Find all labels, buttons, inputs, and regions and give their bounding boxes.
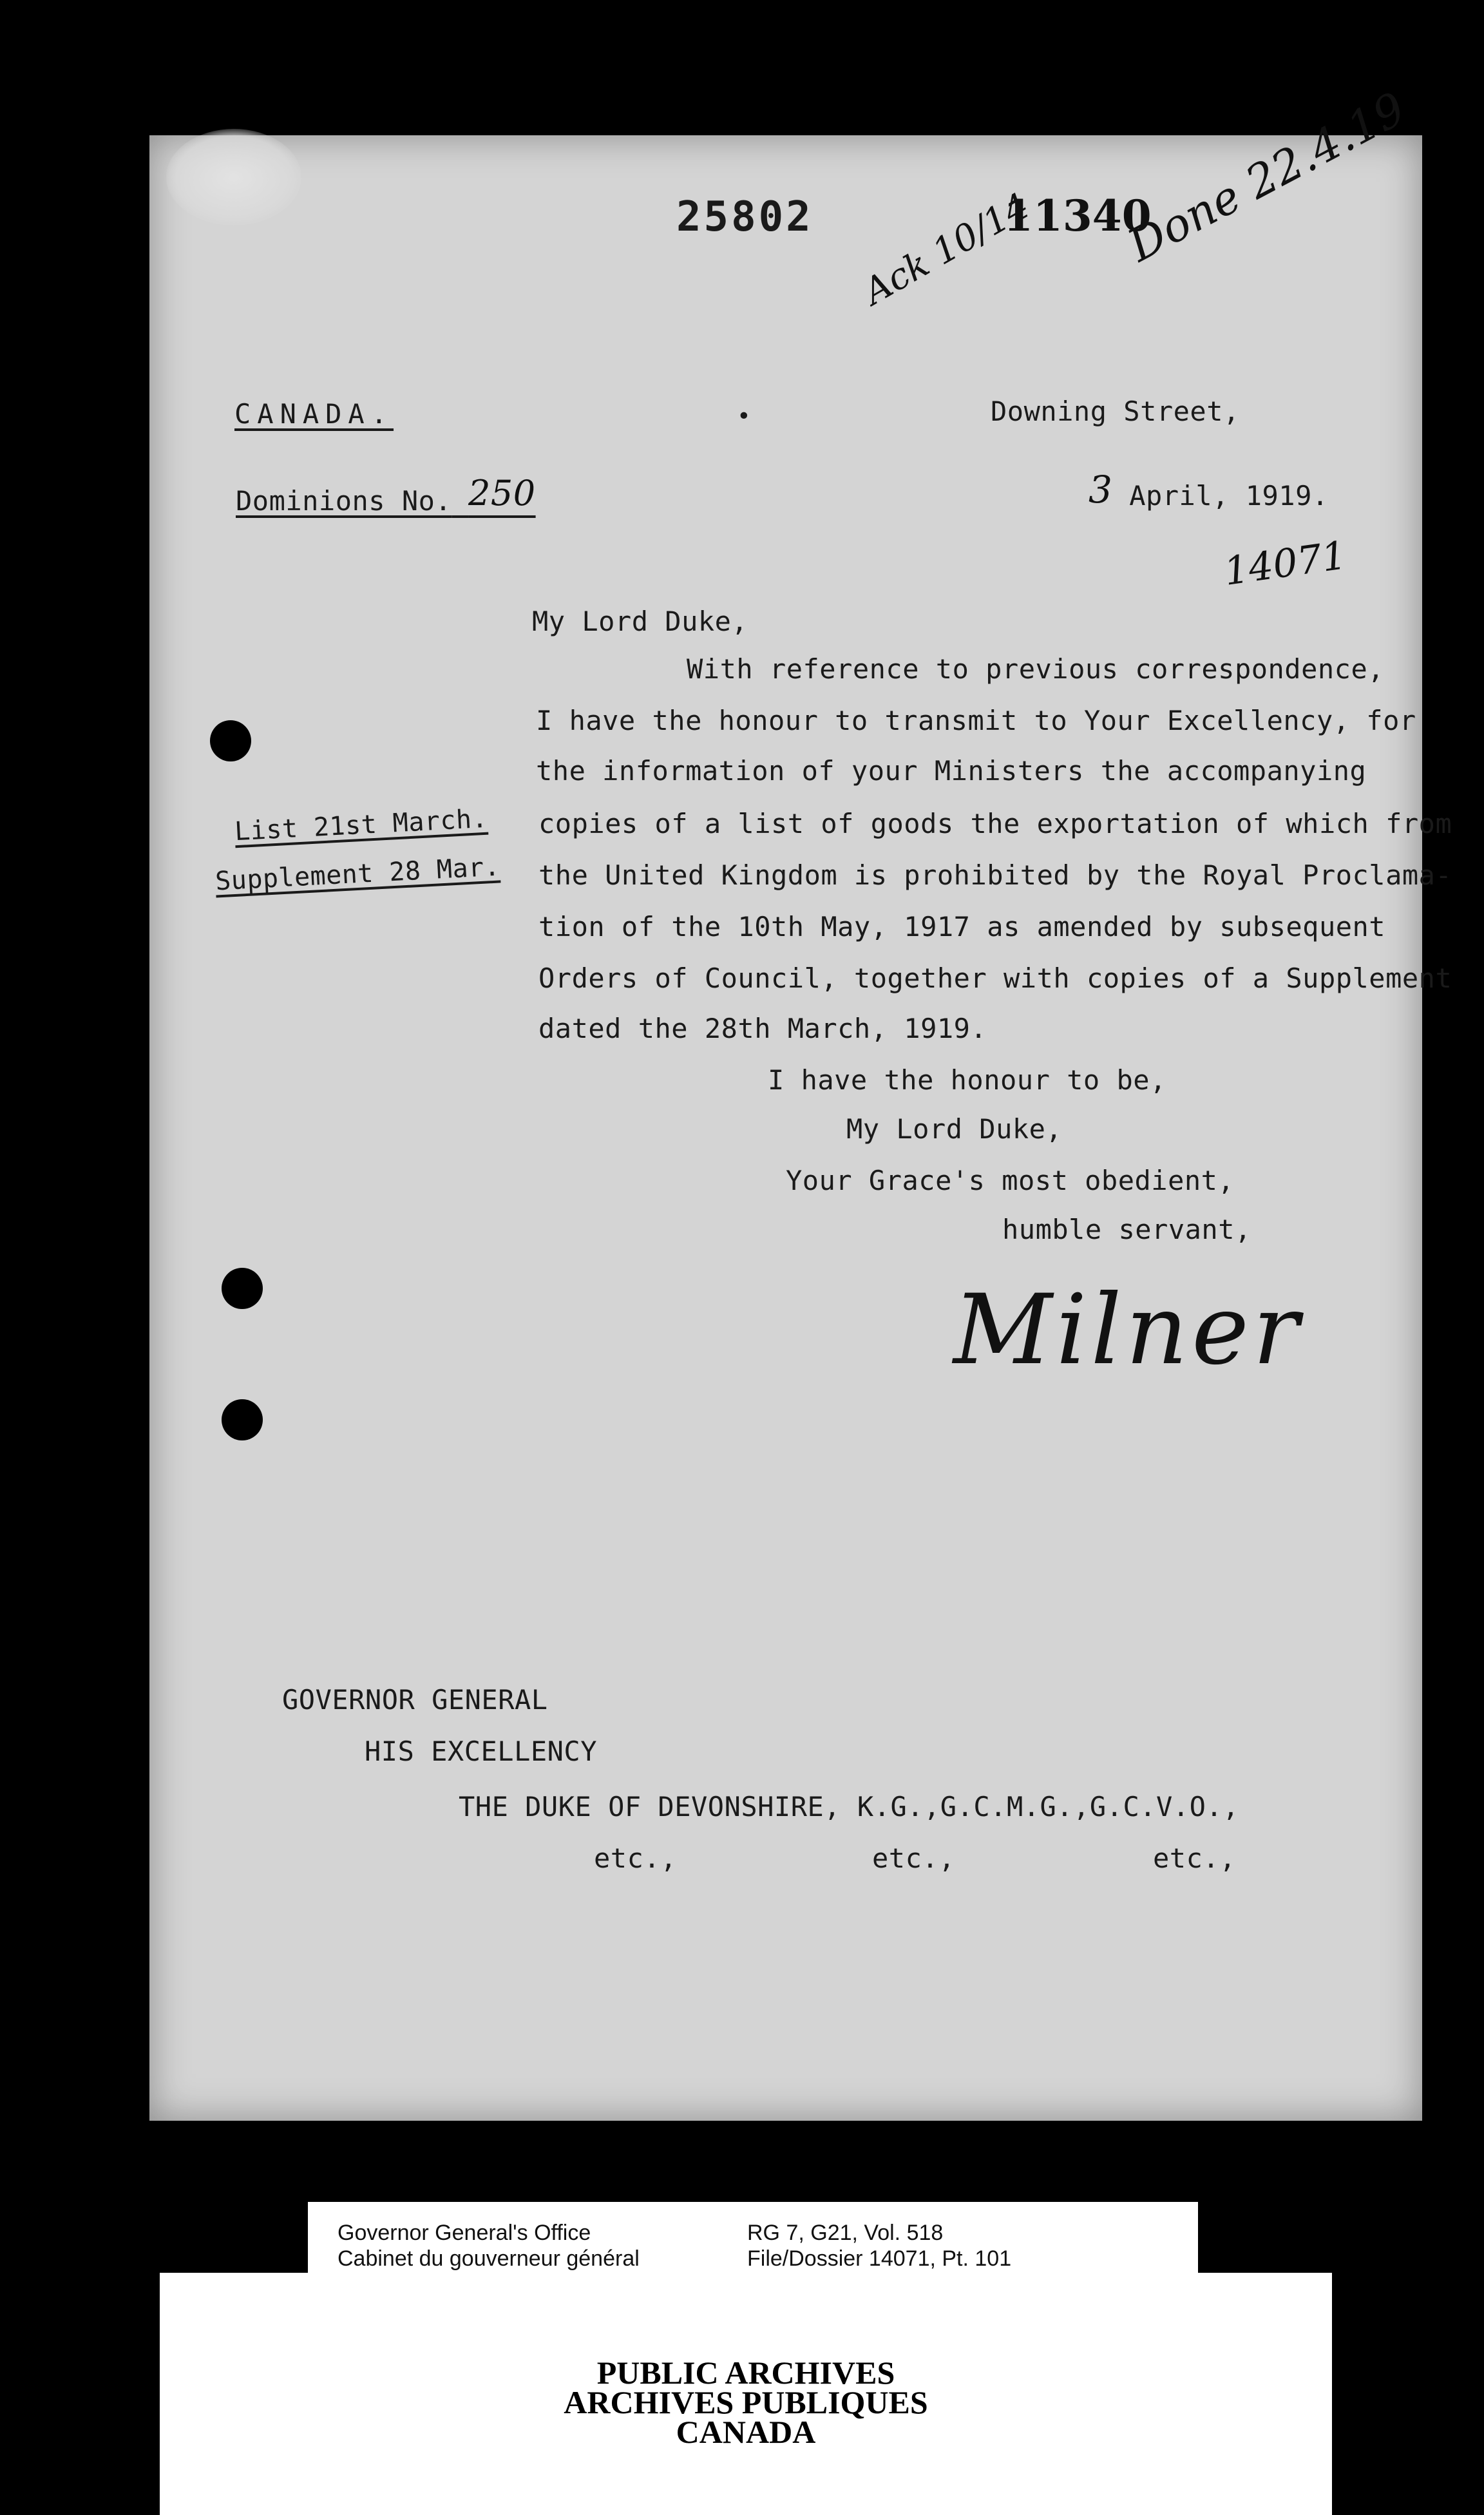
file-number: 11340 [1004,191,1152,241]
body-line: dated the 28th March, 1919. [538,1013,987,1044]
punch-hole [222,1268,263,1309]
letter-page [149,135,1422,2121]
body-line: Orders of Council, together with copies of a Supplement [538,962,1452,994]
ref-volume: RG 7, G21, Vol. 518 [747,2221,944,2245]
body-line: the United Kingdom is prohibited by the Royal Proclama- [538,859,1452,891]
addressee-etc: etc., [872,1842,955,1874]
number-stamp: 25802 [676,193,813,241]
dominions-number: 250 [468,473,536,513]
stamp-line2: ARCHIVES PUBLIQUES [564,2384,928,2420]
stamp-line1: PUBLIC ARCHIVES [596,2355,895,2391]
annotation-ack: Ack 10/14 [857,185,1037,314]
bullet-dot: • [737,403,752,430]
closing-line: I have the honour to be, [768,1064,1166,1096]
addressee-etc: etc., [1153,1842,1236,1874]
closing-line: My Lord Duke, [846,1113,1063,1145]
register-number: 14071 [1221,533,1349,595]
embossed-seal [166,129,301,225]
ref-file: File/Dossier 14071, Pt. 101 [747,2246,1012,2271]
country-heading: CANADA. [234,398,394,430]
body-line: copies of a list of goods the exportation of which from [538,808,1452,839]
stamp-line3: CANADA [676,2414,816,2450]
dominions-label-text: Dominions No. [236,485,452,517]
date [1089,470,1329,514]
archive-stamp [160,2273,1332,2515]
date-rest: April, 1919. [1129,480,1329,512]
body-line: the information of your Ministers the accompanying [536,755,1367,787]
office-en: Governor General's Office [338,2221,591,2245]
addressee-line: HIS EXCELLENCY [365,1736,598,1767]
addressee-etc: etc., [594,1842,677,1874]
margin-note-supplement: Supplement 28 Mar. [214,852,501,897]
addressee-line: GOVERNOR GENERAL [282,1684,548,1716]
body-line: I have the honour to transmit to Your Excellency, for [536,705,1416,736]
annotation-done-date: Done 22.4.19 [1119,82,1414,273]
closing-line: humble servant, [1002,1214,1251,1245]
signature: Milner [953,1274,1303,1386]
addressee-line: THE DUKE OF DEVONSHIRE, K.G.,G.C.M.G.,G.C.V.O., [459,1791,1239,1822]
dominions-label [236,473,536,519]
closing-line: Your Grace's most obedient, [786,1165,1235,1196]
punch-hole [222,1399,263,1440]
body-line: With reference to previous correspondence, [687,653,1385,685]
salutation: My Lord Duke, [532,606,748,637]
margin-note-list: List 21st March. [234,803,489,847]
office-fr: Cabinet du gouverneur général [338,2246,640,2271]
address: Downing Street, [991,396,1240,427]
date-day: 3 [1089,468,1113,512]
punch-hole [210,720,251,761]
body-line: tion of the 10th May, 1917 as amended by subsequent [538,911,1386,942]
